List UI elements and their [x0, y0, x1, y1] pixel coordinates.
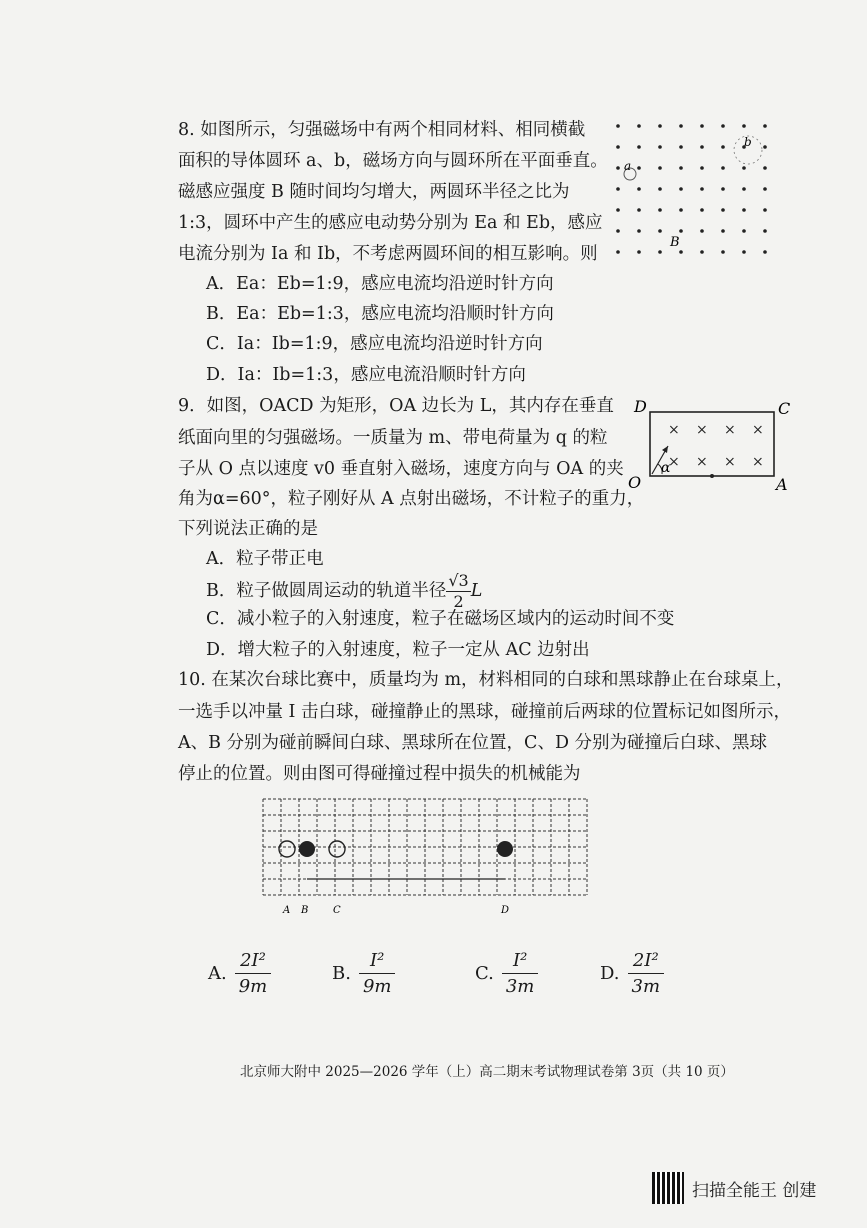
fraction-denominator: 3m	[505, 976, 535, 997]
q9-option-b-text: B．粒子做圆周运动的轨道半径	[206, 581, 447, 601]
q9-option-c: C．减小粒子的入射速度，粒子在磁场区域内的运动时间不变	[206, 609, 675, 629]
page-footer: 北京师大附中 2025—2026 学年（上）高二期末考试物理试卷第 3页（共 10 页）	[240, 1064, 734, 1080]
ring-b-label: b	[744, 135, 752, 149]
field-dot	[658, 208, 662, 212]
field-dot	[658, 187, 662, 191]
black-ball-D	[497, 841, 513, 857]
field-dot	[721, 166, 725, 170]
field-dot	[742, 250, 746, 254]
qr-code-icon	[652, 1172, 684, 1204]
field-dot	[679, 229, 683, 233]
field-dot	[616, 208, 620, 212]
field-dot	[616, 166, 620, 170]
field-dot	[700, 145, 704, 149]
field-dot	[637, 166, 641, 170]
q9-line-3: 子从 O 点以速度 v0 垂直射入磁场，速度方向与 OA 的夹	[178, 459, 624, 479]
cross-symbol: ×	[724, 454, 736, 470]
answer-fraction	[628, 950, 665, 997]
field-dot	[637, 124, 641, 128]
grid-label-A: A	[283, 905, 291, 916]
q9-line-1: 9．如图，OACD 为矩形，OA 边长为 L，其内存在垂直	[178, 396, 614, 416]
q8-option-d: D．Ia：Ib=1:3，感应电流沿顺时针方向	[206, 365, 526, 385]
fraction-numerator: I²	[359, 950, 396, 974]
cross-symbol: ×	[668, 422, 680, 438]
grid-label-D: D	[501, 905, 510, 916]
q10-line-4: 停止的位置。则由图可得碰撞过程中损失的机械能为	[178, 764, 581, 784]
field-dot	[700, 229, 704, 233]
cross-symbol: ×	[696, 422, 708, 438]
q10-billiard-grid-figure	[255, 795, 595, 920]
field-dot	[763, 229, 767, 233]
answer-letter: B.	[332, 963, 351, 984]
fraction-numerator: 2I²	[235, 950, 272, 974]
field-dot	[658, 145, 662, 149]
field-dot	[721, 187, 725, 191]
field-dot	[721, 145, 725, 149]
field-dot	[616, 145, 620, 149]
fraction-denominator: 3m	[631, 976, 661, 997]
white-ball-C	[329, 841, 345, 857]
field-dot	[700, 208, 704, 212]
field-dot	[742, 187, 746, 191]
field-dot	[616, 250, 620, 254]
answer-fraction	[235, 950, 272, 997]
field-dot	[700, 124, 704, 128]
alpha-label: α	[661, 460, 671, 476]
grid-label-B: B	[301, 905, 309, 916]
field-dot	[637, 250, 641, 254]
fraction-denominator: 9m	[362, 976, 392, 997]
q8-line-1: 8. 如图所示，匀强磁场中有两个相同材料、相同横截	[178, 120, 586, 140]
fraction-numerator: I²	[502, 950, 539, 974]
field-dot	[679, 124, 683, 128]
fraction-numerator: √3	[448, 571, 469, 590]
field-dot	[700, 250, 704, 254]
scanner-watermark	[652, 1172, 816, 1204]
field-dot	[721, 208, 725, 212]
fraction-numerator: 2I²	[628, 950, 665, 974]
corner-C-label: C	[778, 399, 791, 418]
fraction-denominator: 2	[453, 592, 464, 611]
field-dot	[637, 208, 641, 212]
field-dot	[637, 187, 641, 191]
q10-answer-a	[208, 950, 271, 997]
field-dot	[679, 187, 683, 191]
cross-symbol: ×	[752, 422, 764, 438]
field-dot	[763, 166, 767, 170]
cross-symbol: ×	[668, 454, 680, 470]
watermark-text: 扫描全能王 创建	[692, 1180, 817, 1201]
q10-line-1: 10. 在某次台球比赛中，质量均为 m，材料相同的白球和黑球静止在台球桌上，	[178, 670, 794, 690]
field-dot	[763, 145, 767, 149]
exit-point	[710, 474, 714, 478]
field-dot	[763, 124, 767, 128]
q10-line-3: A、B 分别为碰前瞬间白球、黑球所在位置，C、D 分别为碰撞后白球、黑球	[178, 733, 768, 753]
cross-symbol: ×	[724, 422, 736, 438]
ring-a-label: a	[624, 159, 632, 173]
q9-option-b-unit: L	[470, 581, 483, 601]
q9-option-a: A．粒子带正电	[206, 549, 324, 569]
answer-letter: C.	[475, 963, 494, 984]
q8-option-c: C．Ia：Ib=1:9，感应电流均沿逆时针方向	[206, 334, 543, 354]
answer-letter: D.	[600, 963, 620, 984]
q9-option-d: D．增大粒子的入射速度，粒子一定从 AC 边射出	[206, 640, 590, 660]
field-dot	[658, 166, 662, 170]
grid-label-C: C	[333, 905, 341, 916]
field-dot	[721, 229, 725, 233]
field-dot	[637, 145, 641, 149]
field-dot	[700, 187, 704, 191]
field-dot	[616, 229, 620, 233]
cross-symbol: ×	[696, 454, 708, 470]
field-dot	[721, 124, 725, 128]
corner-A-label: A	[776, 475, 788, 494]
field-dot	[658, 124, 662, 128]
q10-answer-d	[600, 950, 664, 997]
field-dot	[658, 250, 662, 254]
q10-answer-b	[332, 950, 395, 997]
field-dot	[763, 250, 767, 254]
field-dot	[616, 187, 620, 191]
q10-line-2: 一选手以冲量 I 击白球，碰撞静止的黑球，碰撞前后两球的位置标记如图所示，	[178, 702, 792, 722]
cross-symbol: ×	[752, 454, 764, 470]
field-dot	[679, 208, 683, 212]
field-dot	[679, 166, 683, 170]
q8-line-2: 面积的导体圆环 a、b，磁场方向与圆环所在平面垂直。	[178, 151, 608, 171]
field-dot	[763, 208, 767, 212]
field-dot	[742, 208, 746, 212]
q9-line-2: 纸面向里的匀强磁场。一质量为 m、带电荷量为 q 的粒	[178, 428, 608, 448]
answer-fraction	[359, 950, 396, 997]
field-dot	[658, 229, 662, 233]
corner-D-label: D	[634, 397, 647, 416]
answer-fraction	[502, 950, 539, 997]
field-dot	[721, 250, 725, 254]
field-dot	[742, 124, 746, 128]
field-dot	[616, 124, 620, 128]
field-dot	[679, 250, 683, 254]
q8-option-a: A．Ea：Eb=1:9，感应电流均沿逆时针方向	[206, 274, 554, 294]
fraction-denominator: 9m	[238, 976, 268, 997]
q8-line-5: 电流分别为 Ia 和 Ib，不考虑两圆环间的相互影响。则	[178, 244, 598, 264]
q8-magnetic-field-figure	[608, 112, 778, 272]
q9-line-5: 下列说法正确的是	[178, 519, 318, 539]
field-B-label: B	[670, 235, 680, 250]
field-dot	[679, 145, 683, 149]
q8-line-4: 1:3，圆环中产生的感应电动势分别为 Ea 和 Eb，感应	[178, 213, 603, 233]
q9-line-4: 角为α=60°，粒子刚好从 A 点射出磁场，不计粒子的重力，	[178, 489, 645, 509]
answer-letter: A.	[208, 963, 227, 984]
field-dot	[700, 166, 704, 170]
field-dot	[742, 166, 746, 170]
field-dot	[637, 229, 641, 233]
field-dot	[742, 229, 746, 233]
q9-rectangle-figure	[628, 396, 798, 496]
q8-line-3: 磁感应强度 B 随时间均匀增大，两圆环半径之比为	[178, 182, 570, 202]
q10-answer-c	[475, 950, 538, 997]
corner-O-label: O	[628, 473, 642, 492]
black-ball-B	[299, 841, 315, 857]
field-dot	[763, 187, 767, 191]
q8-option-b: B．Ea：Eb=1:3，感应电流均沿顺时针方向	[206, 304, 554, 324]
